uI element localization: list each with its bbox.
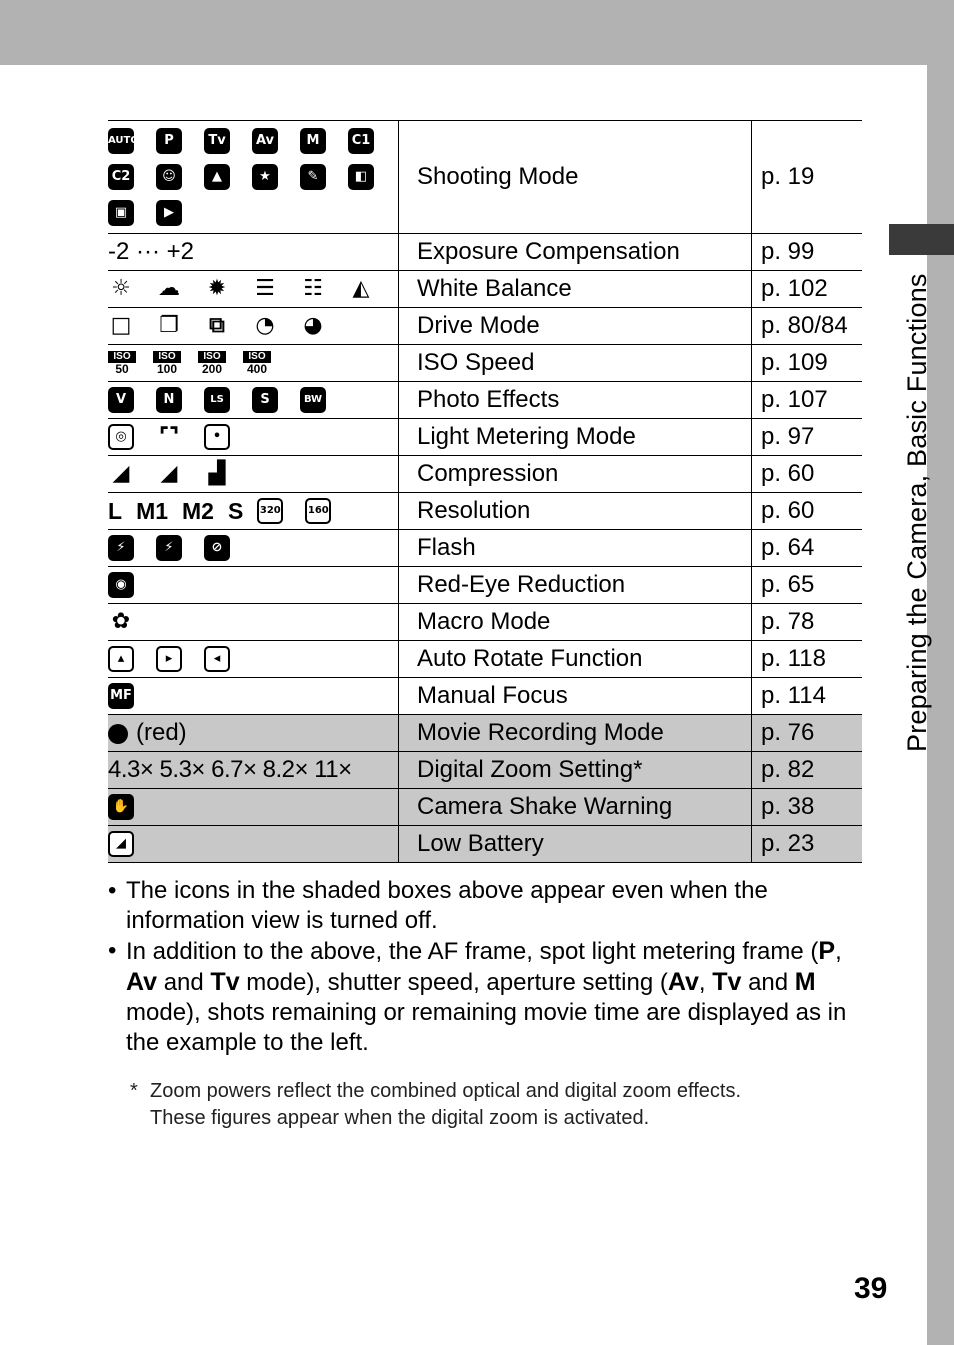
page-ref-cell: p. 107 [752, 382, 863, 419]
notes-section [108, 876, 868, 1152]
color-effect-mode-icon: ◧ [348, 164, 374, 190]
iso-200-icon: ISO 200 [198, 351, 226, 375]
page-ref-cell: p. 118 [752, 641, 863, 678]
drive-mode-icons [108, 308, 399, 345]
table-row-flash [108, 530, 862, 567]
flash-icons [108, 530, 399, 567]
red-label: (red) [136, 719, 187, 746]
p-mode-glyph: P [818, 937, 836, 965]
macro-icons [108, 604, 399, 641]
spot-metering-icon: • [204, 424, 230, 450]
movie-recording-indicator [108, 715, 399, 752]
low-sharpening-icon: LS [204, 387, 230, 413]
table-row-iso [108, 345, 862, 382]
camera-shake-icon: ✋ [108, 794, 134, 820]
function-cell: Red-Eye Reduction [399, 567, 752, 604]
function-cell: Compression [399, 456, 752, 493]
page-number: 39 [854, 1272, 888, 1305]
page-ref-cell: p. 65 [752, 567, 863, 604]
note-bullet-additional: • In addition to the above, the AF frame, spot light metering frame (P, Av and Tv mode), shutter speed, aperture setting (Av, Tv and M mode), shots remaining or remaining movie time are displayed as in the example to the left. [108, 936, 868, 1058]
scene-mode-icon: ▣ [108, 200, 134, 226]
table-row-resolution [108, 493, 862, 530]
fine-icon: ◢ [160, 461, 178, 486]
vivid-icon: V [108, 387, 134, 413]
compression-icons [108, 456, 399, 493]
shooting-mode-icons [108, 121, 399, 234]
note-bullet-shaded: • The icons in the shaded boxes above appear even when the information view is turned off. [108, 876, 868, 936]
table-row-auto-rotate [108, 641, 862, 678]
page-ref-cell: p. 99 [752, 234, 863, 271]
movie-mode-icon: ▶ [156, 200, 182, 226]
auto-mode-icon: AUTO [108, 128, 134, 154]
rotate-normal-icon: ▴ [108, 646, 134, 672]
page-ref-cell: p. 114 [752, 678, 863, 715]
black-white-icon: BW [300, 387, 326, 413]
macro-flower-icon: ✿ [111, 609, 131, 634]
neutral-icon: N [156, 387, 182, 413]
footnote: * Zoom powers reflect the combined optical and digital zoom effects. These figures appear when the digital zoom is activated. [130, 1080, 742, 1129]
page-ref-cell: p. 64 [752, 530, 863, 567]
page-ref-cell: p. 97 [752, 419, 863, 456]
function-cell: Light Metering Mode [399, 419, 752, 456]
iso-100-icon: ISO 100 [153, 351, 181, 375]
night-scene-mode-icon: ★ [252, 164, 278, 190]
fluorescent-icon: ☰ [255, 276, 275, 301]
custom2-mode-icon: C2 [108, 164, 134, 190]
tungsten-icon: ✹ [207, 276, 227, 301]
daylight-icon: ☼ [111, 276, 131, 301]
page-ref-cell: p. 38 [752, 789, 863, 826]
function-cell: ISO Speed [399, 345, 752, 382]
exposure-range-text: -2 ··· +2 [108, 238, 195, 265]
movie-320-icon: 320 [257, 498, 283, 524]
function-cell: Manual Focus [399, 678, 752, 715]
resolution-m2-label: M2 [182, 497, 214, 524]
superfine-icon: ◢ [112, 461, 130, 486]
top-band [0, 0, 954, 65]
portrait-mode-icon: ☺ [156, 164, 182, 190]
custom-wb-icon: ◭ [352, 276, 370, 301]
iso-50-icon: ISO 50 [108, 351, 136, 375]
manual-focus-icons [108, 678, 399, 715]
av-mode-glyph: Av [126, 968, 158, 996]
auto-flash-icon: ⚡ [108, 535, 134, 561]
function-cell: Movie Recording Mode [399, 715, 752, 752]
table-row-drive [108, 308, 862, 345]
tv-mode-glyph-2: Tv [712, 968, 742, 996]
page-ref-cell: p. 82 [752, 752, 863, 789]
table-row-metering [108, 419, 862, 456]
function-cell: Camera Shake Warning [399, 789, 752, 826]
page-ref-cell: p. 102 [752, 271, 863, 308]
white-balance-icons [108, 271, 399, 308]
table-row-shake [108, 789, 862, 826]
sepia-icon: S [252, 387, 278, 413]
recording-dot-icon [108, 724, 128, 744]
program-mode-icon: P [156, 128, 182, 154]
table-row-digital-zoom [108, 752, 862, 789]
table-row-red-eye [108, 567, 862, 604]
normal-icon: ▟ [208, 461, 226, 486]
function-cell: Shooting Mode [399, 121, 752, 234]
evaluative-metering-icon: ◎ [108, 424, 134, 450]
red-eye-icon: ◉ [108, 572, 134, 598]
m-mode-glyph: M [794, 968, 816, 996]
table-row-movie [108, 715, 862, 752]
tv-mode-glyph: Tv [210, 968, 240, 996]
table-row-white-balance [108, 271, 862, 308]
page-ref-cell: p. 60 [752, 456, 863, 493]
hi-continuous-icon: ⧉ [209, 313, 225, 338]
manual-focus-icon: MF [108, 683, 134, 709]
cloudy-icon: ☁ [158, 276, 180, 301]
self-timer-10s-icon: ◔ [255, 313, 275, 338]
battery-icons [108, 826, 399, 863]
table-row-manual-focus [108, 678, 862, 715]
shake-warning-icons [108, 789, 399, 826]
page-ref-cell: p. 23 [752, 826, 863, 863]
function-cell: Resolution [399, 493, 752, 530]
table-row-macro [108, 604, 862, 641]
iso-400-icon: ISO 400 [243, 351, 271, 375]
page-ref-cell: p. 60 [752, 493, 863, 530]
center-weighted-icon: ⌜⌝ [158, 424, 180, 449]
page-ref-cell: p. 80/84 [752, 308, 863, 345]
custom1-mode-icon: C1 [348, 128, 374, 154]
function-cell: White Balance [399, 271, 752, 308]
landscape-mode-icon: ▲ [204, 164, 230, 190]
table-row-photo-effects [108, 382, 862, 419]
single-shot-icon: □ [110, 313, 132, 338]
function-cell: Low Battery [399, 826, 752, 863]
table-row-shooting-mode [108, 121, 862, 234]
page-ref-cell: p. 76 [752, 715, 863, 752]
page-ref-cell: p. 78 [752, 604, 863, 641]
table-row-compression [108, 456, 862, 493]
function-cell: Exposure Compensation [399, 234, 752, 271]
photo-effect-icons [108, 382, 399, 419]
table-row-exposure [108, 234, 862, 271]
continuous-icon: ❐ [159, 313, 179, 338]
red-eye-icons [108, 567, 399, 604]
auto-rotate-icons [108, 641, 399, 678]
resolution-s-label: S [227, 497, 244, 524]
resolution-icons [108, 493, 399, 530]
metering-icons [108, 419, 399, 456]
flash-on-icon: ⚡ [156, 535, 182, 561]
iso-speed-icons [108, 345, 399, 382]
flash-off-icon: ⊘ [204, 535, 230, 561]
table-row-battery [108, 826, 862, 863]
section-tab-marker [889, 224, 954, 255]
fluorescent-h-icon: ☷ [303, 276, 323, 301]
footnote-star: * [130, 1080, 138, 1102]
page-ref-cell: p. 109 [752, 345, 863, 382]
self-timer-2s-icon: ◕ [303, 313, 323, 338]
section-side-title: Preparing the Camera, Basic Functions [902, 273, 932, 752]
stitch-assist-mode-icon: ✎ [300, 164, 326, 190]
function-cell: Digital Zoom Setting* [399, 752, 752, 789]
manual-mode-icon: M [300, 128, 326, 154]
digital-zoom-values: 4.3× 5.3× 6.7× 8.2× 11× [108, 752, 399, 789]
function-cell: Auto Rotate Function [399, 641, 752, 678]
function-cell: Macro Mode [399, 604, 752, 641]
function-cell: Drive Mode [399, 308, 752, 345]
page-ref-cell: p. 19 [752, 121, 863, 234]
low-battery-icon: ◢ [108, 831, 134, 857]
resolution-m1-label: M1 [136, 497, 169, 524]
rotate-left-icon: ◂ [204, 646, 230, 672]
tv-mode-icon: Tv [204, 128, 230, 154]
function-cell: Photo Effects [399, 382, 752, 419]
av-mode-icon: Av [252, 128, 278, 154]
movie-160-icon: 160 [305, 498, 331, 524]
rotate-right-icon: ▸ [156, 646, 182, 672]
resolution-l-label: L [108, 497, 123, 524]
display-icons-table [108, 120, 862, 863]
function-cell: Flash [399, 530, 752, 567]
av-mode-glyph-2: Av [667, 968, 699, 996]
